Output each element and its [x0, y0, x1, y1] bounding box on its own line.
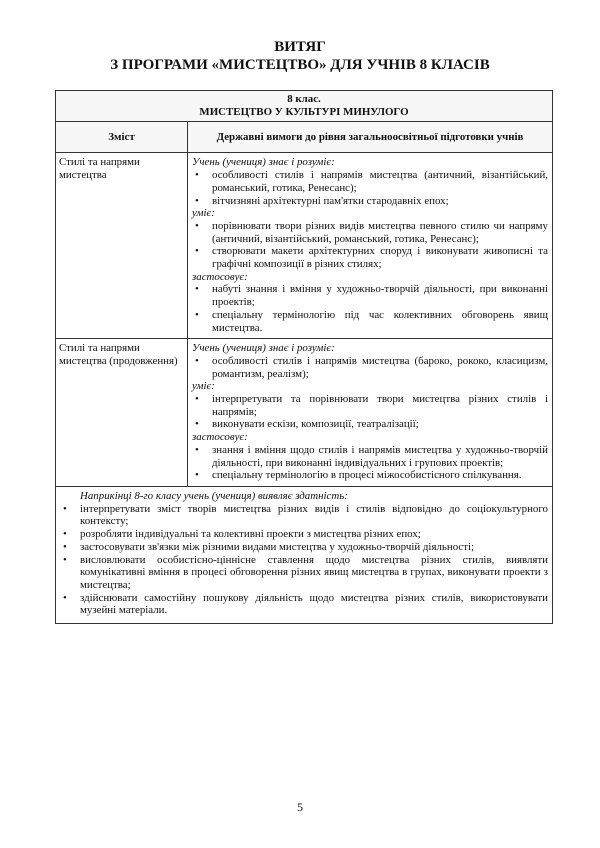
- requirements-cell: [188, 153, 553, 339]
- topic-cell: Стилі та напрями мистецтва (продовження): [56, 339, 188, 487]
- table-row: [56, 153, 553, 339]
- requirements-cell: [188, 339, 553, 487]
- title-line-1: ВИТЯГ: [274, 39, 326, 55]
- knows-list: [192, 169, 548, 207]
- summary-list: [60, 503, 548, 617]
- knows-label: Учень (учениця) знає і розуміє:: [192, 156, 335, 169]
- list-item: • розробляти індивідуальні та колективні проекти з мистецтва різних епох;: [63, 528, 421, 541]
- list-item: • вітчизняні архітектурні пам'ятки стародавніх епох;: [195, 194, 449, 207]
- table-row: [56, 339, 553, 487]
- list-item: • здійснювати самостійну пошукову діяльність щодо мистецтва різних стилів, використовувати музейні матеріали.: [63, 591, 548, 617]
- list-item: • знання і вміння щодо стилів і напрямів мистецтва у художньо-творчій діяльності, при виконанні індивідуальних і групових проектів;: [195, 443, 548, 469]
- page-number: 5: [297, 800, 303, 814]
- can-label: уміє:: [192, 380, 215, 393]
- knows-label: Учень (учениця) знає і розуміє:: [192, 342, 335, 355]
- knows-list: [192, 355, 548, 380]
- grade-header: [56, 91, 553, 122]
- column-header-requirements: Державні вимоги до рівня загальноосвітньої підготовки учнів: [188, 122, 553, 153]
- grade-label: 8 клас.: [287, 93, 321, 105]
- title-line-2: З ПРОГРАМИ «МИСТЕЦТВО» ДЛЯ УЧНІВ 8 КЛАСІВ: [110, 57, 490, 73]
- applies-list: [192, 283, 548, 334]
- can-label: уміє:: [192, 207, 215, 220]
- applies-label: застосовує:: [192, 431, 248, 444]
- topic-cell: Стилі та напрями мистецтва: [56, 153, 188, 339]
- list-item: • висловлювати особистісно-ціннісне ставлення щодо мистецтва різних стилів, виявляти комунікативні вміння в процесі обговорення різних явищ мистецтва в групах, виконувати проекти з мистецтва;: [63, 553, 548, 591]
- list-item: • створювати макети архітектурних споруд і виконувати живописні та графічні композиції в різних стилях;: [195, 245, 548, 271]
- section-title: МИСТЕЦТВО У КУЛЬТУРІ МИНУЛОГО: [199, 105, 409, 118]
- list-item: • особливості стилів і напрямів мистецтва (бароко, рококо, класицизм, романтизм, реалізм);: [195, 354, 548, 380]
- applies-list: [192, 444, 548, 482]
- program-table: [55, 90, 553, 624]
- list-item: • порівнювати твори різних видів мистецтва певного стилю чи напряму (античний, візантійський, романський, готика, Ренесанс);: [195, 219, 548, 245]
- list-item: • спеціальну термінологію під час колективних обговорень явищ мистецтва.: [195, 308, 548, 334]
- can-list: [192, 220, 548, 271]
- summary-row: [56, 486, 553, 623]
- list-item: • застосовувати зв'язки між різними видами мистецтва у художньо-творчій діяльності;: [63, 540, 475, 553]
- list-item: • спеціальну термінологію в процесі міжособистісного спілкування.: [195, 469, 522, 482]
- can-list: [192, 393, 548, 431]
- list-item: • інтерпретувати та порівнювати твори мистецтва різних стилів і напрямів;: [195, 393, 548, 418]
- summary-intro: Наприкінці 8-го класу учень (учениця) виявляє здатність:: [80, 489, 348, 502]
- document-title: [0, 38, 600, 74]
- list-item: • набуті знання і вміння у художньо-творчій діяльності, при виконанні проектів;: [195, 283, 548, 309]
- list-item: • інтерпретувати зміст творів мистецтва різних видів і стилів відповідно до соціокультурного контексту;: [63, 502, 548, 528]
- summary-cell: [56, 486, 553, 623]
- list-item: • особливості стилів і напрямів мистецтва (античний, візантійський, романський, готика, Ренесанс);: [195, 169, 548, 194]
- list-item: • виконувати ескізи, композиції, театралізації;: [195, 418, 419, 431]
- column-header-content: Зміст: [56, 122, 188, 153]
- applies-label: застосовує:: [192, 270, 248, 283]
